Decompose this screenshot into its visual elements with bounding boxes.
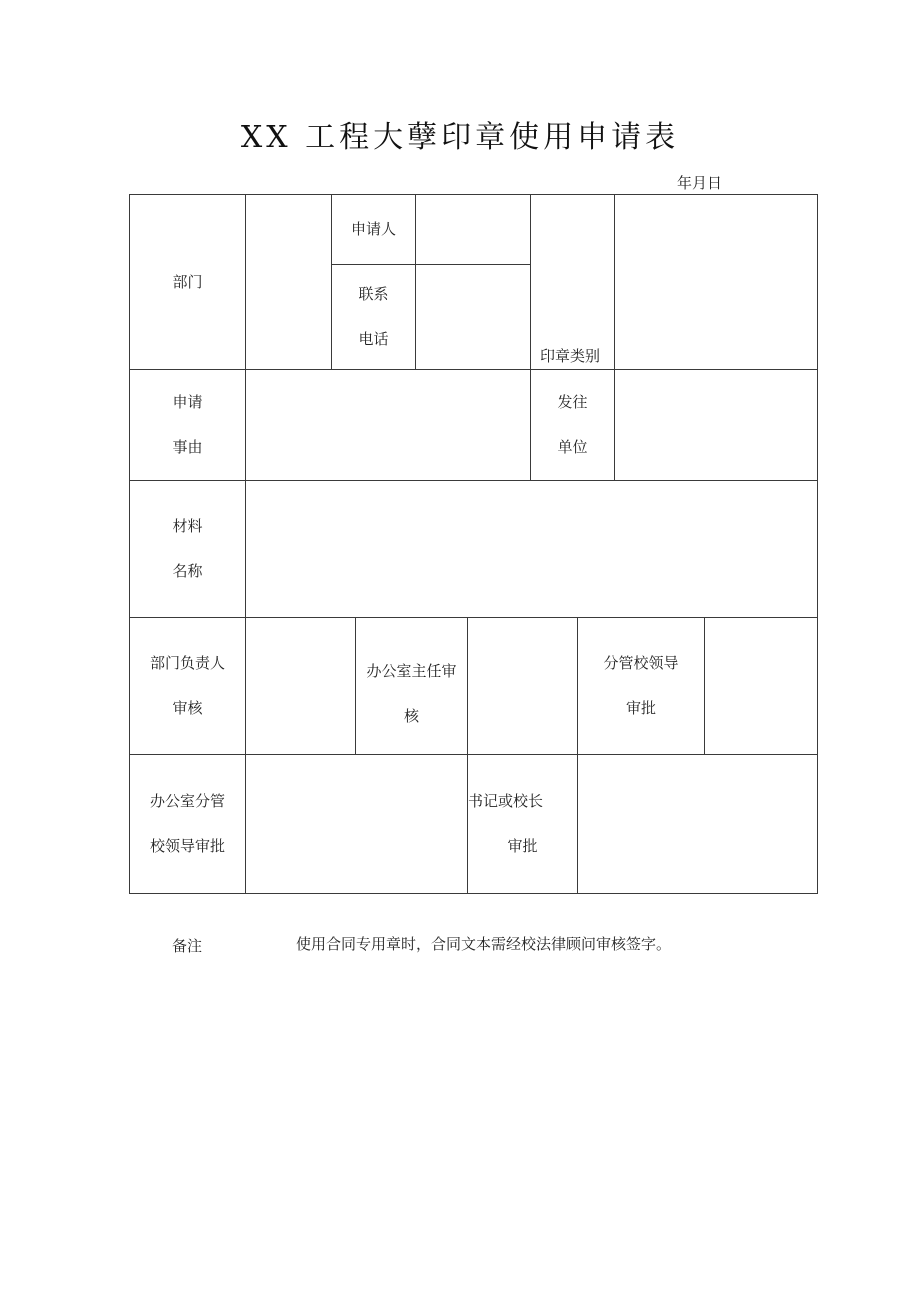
dept-head-review-label-cell [130,618,245,754]
office-director-review-field[interactable] [468,618,577,754]
note-label: 备注 [172,937,203,955]
applicant-label: 申请人 [350,220,396,238]
secretary-approval-label-line2: 审批 [507,837,538,855]
send-to-field[interactable] [615,370,817,480]
reason-label-cell [130,370,245,480]
dept-head-review-field[interactable] [246,618,355,754]
department-label: 部门 [172,272,203,291]
contact-phone-label-line2: 电话 [358,330,389,348]
applicant-field[interactable] [416,195,530,264]
office-leader-approval-label-line2: 校领导审批 [149,837,225,855]
note-text: 使用合同专用章时，合同文本需经校法律顾问审核签字。 [296,935,672,953]
leader-approval-label-line2: 审批 [625,699,656,717]
office-director-review-label-cell [356,618,467,754]
material-name-label-line2: 名称 [172,562,203,580]
page-title: XX 工程大孽印章使用申请表 [240,120,680,155]
dept-head-review-label-line2: 审核 [172,699,203,717]
table-border-bottom [129,893,818,894]
material-name-label-line1: 材料 [172,517,203,535]
leader-approval-field[interactable] [705,618,817,754]
secretary-approval-field[interactable] [578,755,817,893]
dept-head-review-label-line1: 部门负责人 [149,654,225,672]
department-label-cell [130,195,245,369]
seal-type-field[interactable] [615,195,817,369]
reason-label-line2: 事由 [172,438,203,456]
send-to-label-line2: 单位 [557,438,588,456]
contact-phone-label-line1: 联系 [358,285,389,303]
table-border-right [817,194,818,894]
office-director-review-label-line2: 核 [403,707,419,725]
material-name-label-cell [130,481,245,617]
contact-phone-field[interactable] [416,265,530,369]
leader-approval-label-line1: 分管校领导 [603,654,679,672]
date-label: 年月日 [677,174,723,192]
office-leader-approval-label-cell [130,755,245,893]
office-leader-approval-field[interactable] [246,755,467,893]
table-divider [530,194,531,369]
office-director-review-label-line1: 办公室主任审 [366,662,457,680]
material-name-field[interactable] [246,481,817,617]
reason-field[interactable] [246,370,530,480]
reason-label-line1: 申请 [172,393,203,411]
secretary-approval-label-cell [468,755,577,893]
seal-type-label: 印章类别 [540,347,601,365]
applicant-label-cell [332,195,415,264]
office-leader-approval-label-line1: 办公室分管 [149,792,225,810]
department-field[interactable] [246,195,331,369]
send-to-label-cell [531,370,614,480]
secretary-approval-label-line1: 书记或校长 [468,792,544,810]
send-to-label-line1: 发往 [557,393,588,411]
contact-phone-label-cell [332,265,415,369]
leader-approval-label-cell [578,618,704,754]
